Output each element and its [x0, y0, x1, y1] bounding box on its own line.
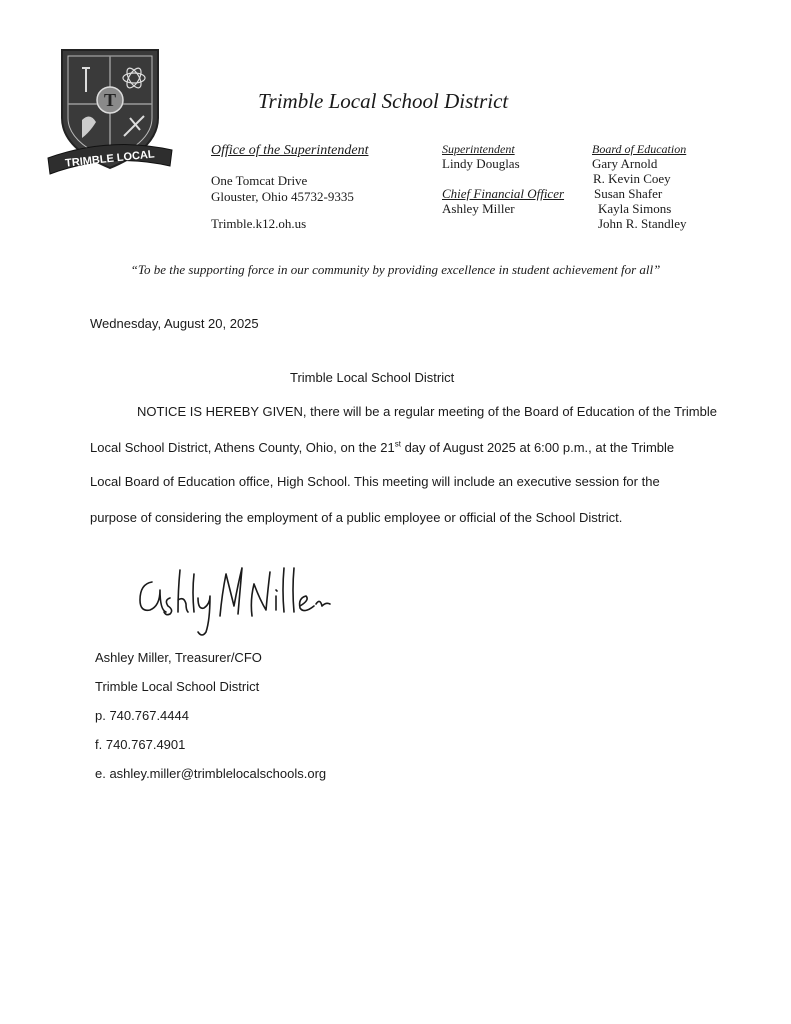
mission-statement: “To be the supporting force in our community by providing excellence in student achievement for all”	[130, 262, 661, 277]
notice-line-4: purpose of considering the employment of a public employee or official of the School District.	[90, 510, 623, 525]
board-member: Susan Shafer	[594, 186, 663, 201]
notice-line-2-start: Local School District, Athens County, Ohio, on the 21	[90, 440, 395, 455]
board-member: Gary Arnold	[592, 156, 658, 171]
notice-heading: Trimble Local School District	[290, 370, 455, 385]
notice-line-2	[90, 440, 674, 455]
address-line-2: Glouster, Ohio 45732-9335	[211, 189, 354, 204]
signer-name-title: Ashley Miller, Treasurer/CFO	[95, 650, 262, 665]
notice-date: Wednesday, August 20, 2025	[90, 316, 259, 331]
board-member: Kayla Simons	[598, 201, 672, 216]
phone-number: p. 740.767.4444	[95, 708, 189, 723]
district-title: Trimble Local School District	[258, 89, 509, 113]
notice-line-2-end: day of August 2025 at 6:00 p.m., at the Trimble	[400, 440, 675, 455]
office-heading: Office of the Superintendent	[211, 143, 369, 158]
email-address: e. ashley.miller@trimblelocalschools.org	[95, 766, 327, 781]
board-heading: Board of Education	[592, 142, 687, 156]
superintendent-name: Lindy Douglas	[442, 156, 520, 171]
svg-text:TRIMBLE LOCAL: TRIMBLE LOCAL	[64, 148, 156, 170]
svg-text:T: T	[103, 90, 117, 110]
cfo-heading: Chief Financial Officer	[442, 186, 565, 201]
website-text: Trimble.k12.oh.us	[211, 216, 307, 231]
board-member: John R. Standley	[598, 216, 687, 231]
address-line-1: One Tomcat Drive	[211, 173, 308, 188]
notice-line-3: Local Board of Education office, High School. This meeting will include an executive session for the	[90, 474, 660, 489]
signer-organization: Trimble Local School District	[95, 679, 260, 694]
notice-line-1: NOTICE IS HEREBY GIVEN, there will be a regular meeting of the Board of Education of the Trimble	[137, 404, 717, 419]
district-crest-logo	[44, 40, 176, 190]
superintendent-heading: Superintendent	[442, 142, 515, 156]
ordinal-suffix: st	[394, 439, 401, 449]
fax-number: f. 740.767.4901	[95, 737, 186, 752]
board-member: R. Kevin Coey	[593, 171, 671, 186]
handwritten-signature	[134, 560, 344, 640]
cfo-name: Ashley Miller	[442, 201, 515, 216]
